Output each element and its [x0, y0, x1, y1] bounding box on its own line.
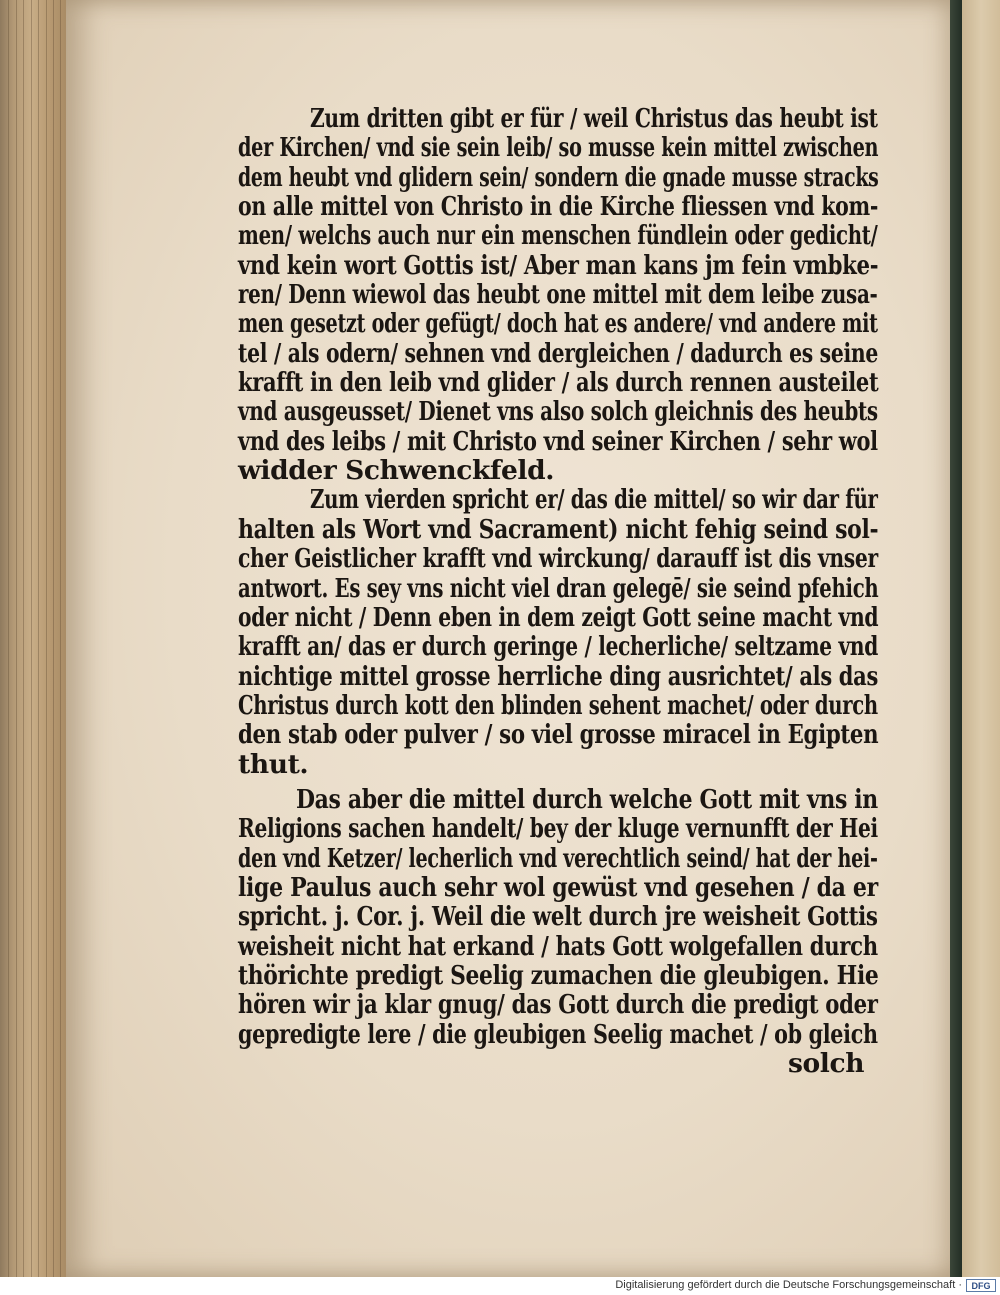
text-line: gepredigte lere / die gleubigen Seelig machet / ob gleich: [238, 1018, 878, 1050]
text-line: Zum vierden spricht er/ das die mittel/ so wir dar für: [310, 484, 878, 516]
text-line: tel / als odern/ sehnen vnd dergleichen / dadurch es seine: [238, 337, 878, 369]
text-line: den stab oder pulver / so viel grosse miracel in Egipten: [238, 719, 879, 751]
text-line: men/ welchs auch nur ein menschen fündlein oder gedicht/: [238, 220, 878, 252]
text-line: nichtige mittel grosse herrliche ding ausrichtet/ als das: [238, 660, 878, 692]
text-line: vnd ausgeusset/ Dienet vns also solch gleichnis des heubts: [238, 396, 878, 428]
text-line: halten als Wort vnd Sacrament) nicht fehig seind sol-: [238, 513, 879, 545]
footer-credit: Digitalisierung gefördert durch die Deutsche Forschungsgemeinschaft ·: [615, 1279, 962, 1291]
footer-bar: [0, 1277, 1000, 1295]
text-line: ren/ Denn wiewol das heubt one mittel mit dem leibe zusa-: [238, 279, 878, 311]
text-line: thörichte predigt Seelig zumachen die gleubigen. Hie: [238, 959, 879, 991]
text-line: thut.: [238, 748, 309, 780]
dfg-logo: DFG: [966, 1279, 996, 1292]
text-line: oder nicht / Denn eben in dem zeigt Gott seine macht vnd: [238, 601, 879, 633]
text-line: vnd kein wort Gottis ist/ Aber man kans jm fein vmbke-: [238, 249, 879, 281]
text-line: Christus durch kott den blinden sehent machet/ oder durch: [238, 689, 878, 721]
text-line: Das aber die mittel durch welche Gott mit vns in: [296, 783, 878, 815]
text-line: cher Geistlicher krafft vnd wirckung/ darauff ist dis vnser: [238, 543, 878, 575]
text-line: Religions sachen handelt/ bey der kluge vernunfft der Hei: [238, 813, 878, 845]
text-line: widder Schwenckfeld.: [238, 455, 555, 487]
text-line: der Kirchen/ vnd sie sein leib/ so musse kein mittel zwischen: [238, 132, 879, 164]
text-line: krafft in den leib vnd glider / als durch rennen austeilet: [238, 367, 879, 399]
text-line: weisheit nicht hat erkand / hats Gott wolgefallen durch: [238, 930, 878, 962]
text-line: spricht. j. Cor. j. Weil die welt durch jre weisheit Gottis: [238, 901, 878, 933]
text-line: on alle mittel von Christo in die Kirche fliessen vnd kom-: [238, 191, 879, 223]
text-line: dem heubt vnd glidern sein/ sondern die gnade musse stracks: [238, 161, 879, 193]
text-line: antwort. Es sey vns nicht viel dran gelegē/ sie seind pfehich: [238, 572, 879, 604]
catchword: solch: [788, 1048, 865, 1079]
text-line: krafft an/ das er durch geringe / lecherliche/ seltzame vnd: [238, 631, 878, 663]
text-line: men gesetzt oder gefügt/ doch hat es andere/ vnd andere mit: [238, 308, 878, 340]
next-page-edge: [962, 0, 1000, 1277]
text-line: hören wir ja klar gnug/ das Gott durch die predigt oder: [238, 989, 878, 1021]
text-line: den vnd Ketzer/ lecherlich vnd verechtlich seind/ hat der hei-: [238, 842, 878, 874]
page-text-block: [238, 104, 878, 1078]
text-line: lige Paulus auch sehr wol gewüst vnd gesehen / da er: [238, 871, 878, 903]
book-edge: [0, 0, 70, 1277]
text-line: Zum dritten gibt er für / weil Christus das heubt ist: [310, 103, 878, 134]
text-line: vnd des leibs / mit Christo vnd seiner Kirchen / sehr wol: [238, 425, 878, 457]
